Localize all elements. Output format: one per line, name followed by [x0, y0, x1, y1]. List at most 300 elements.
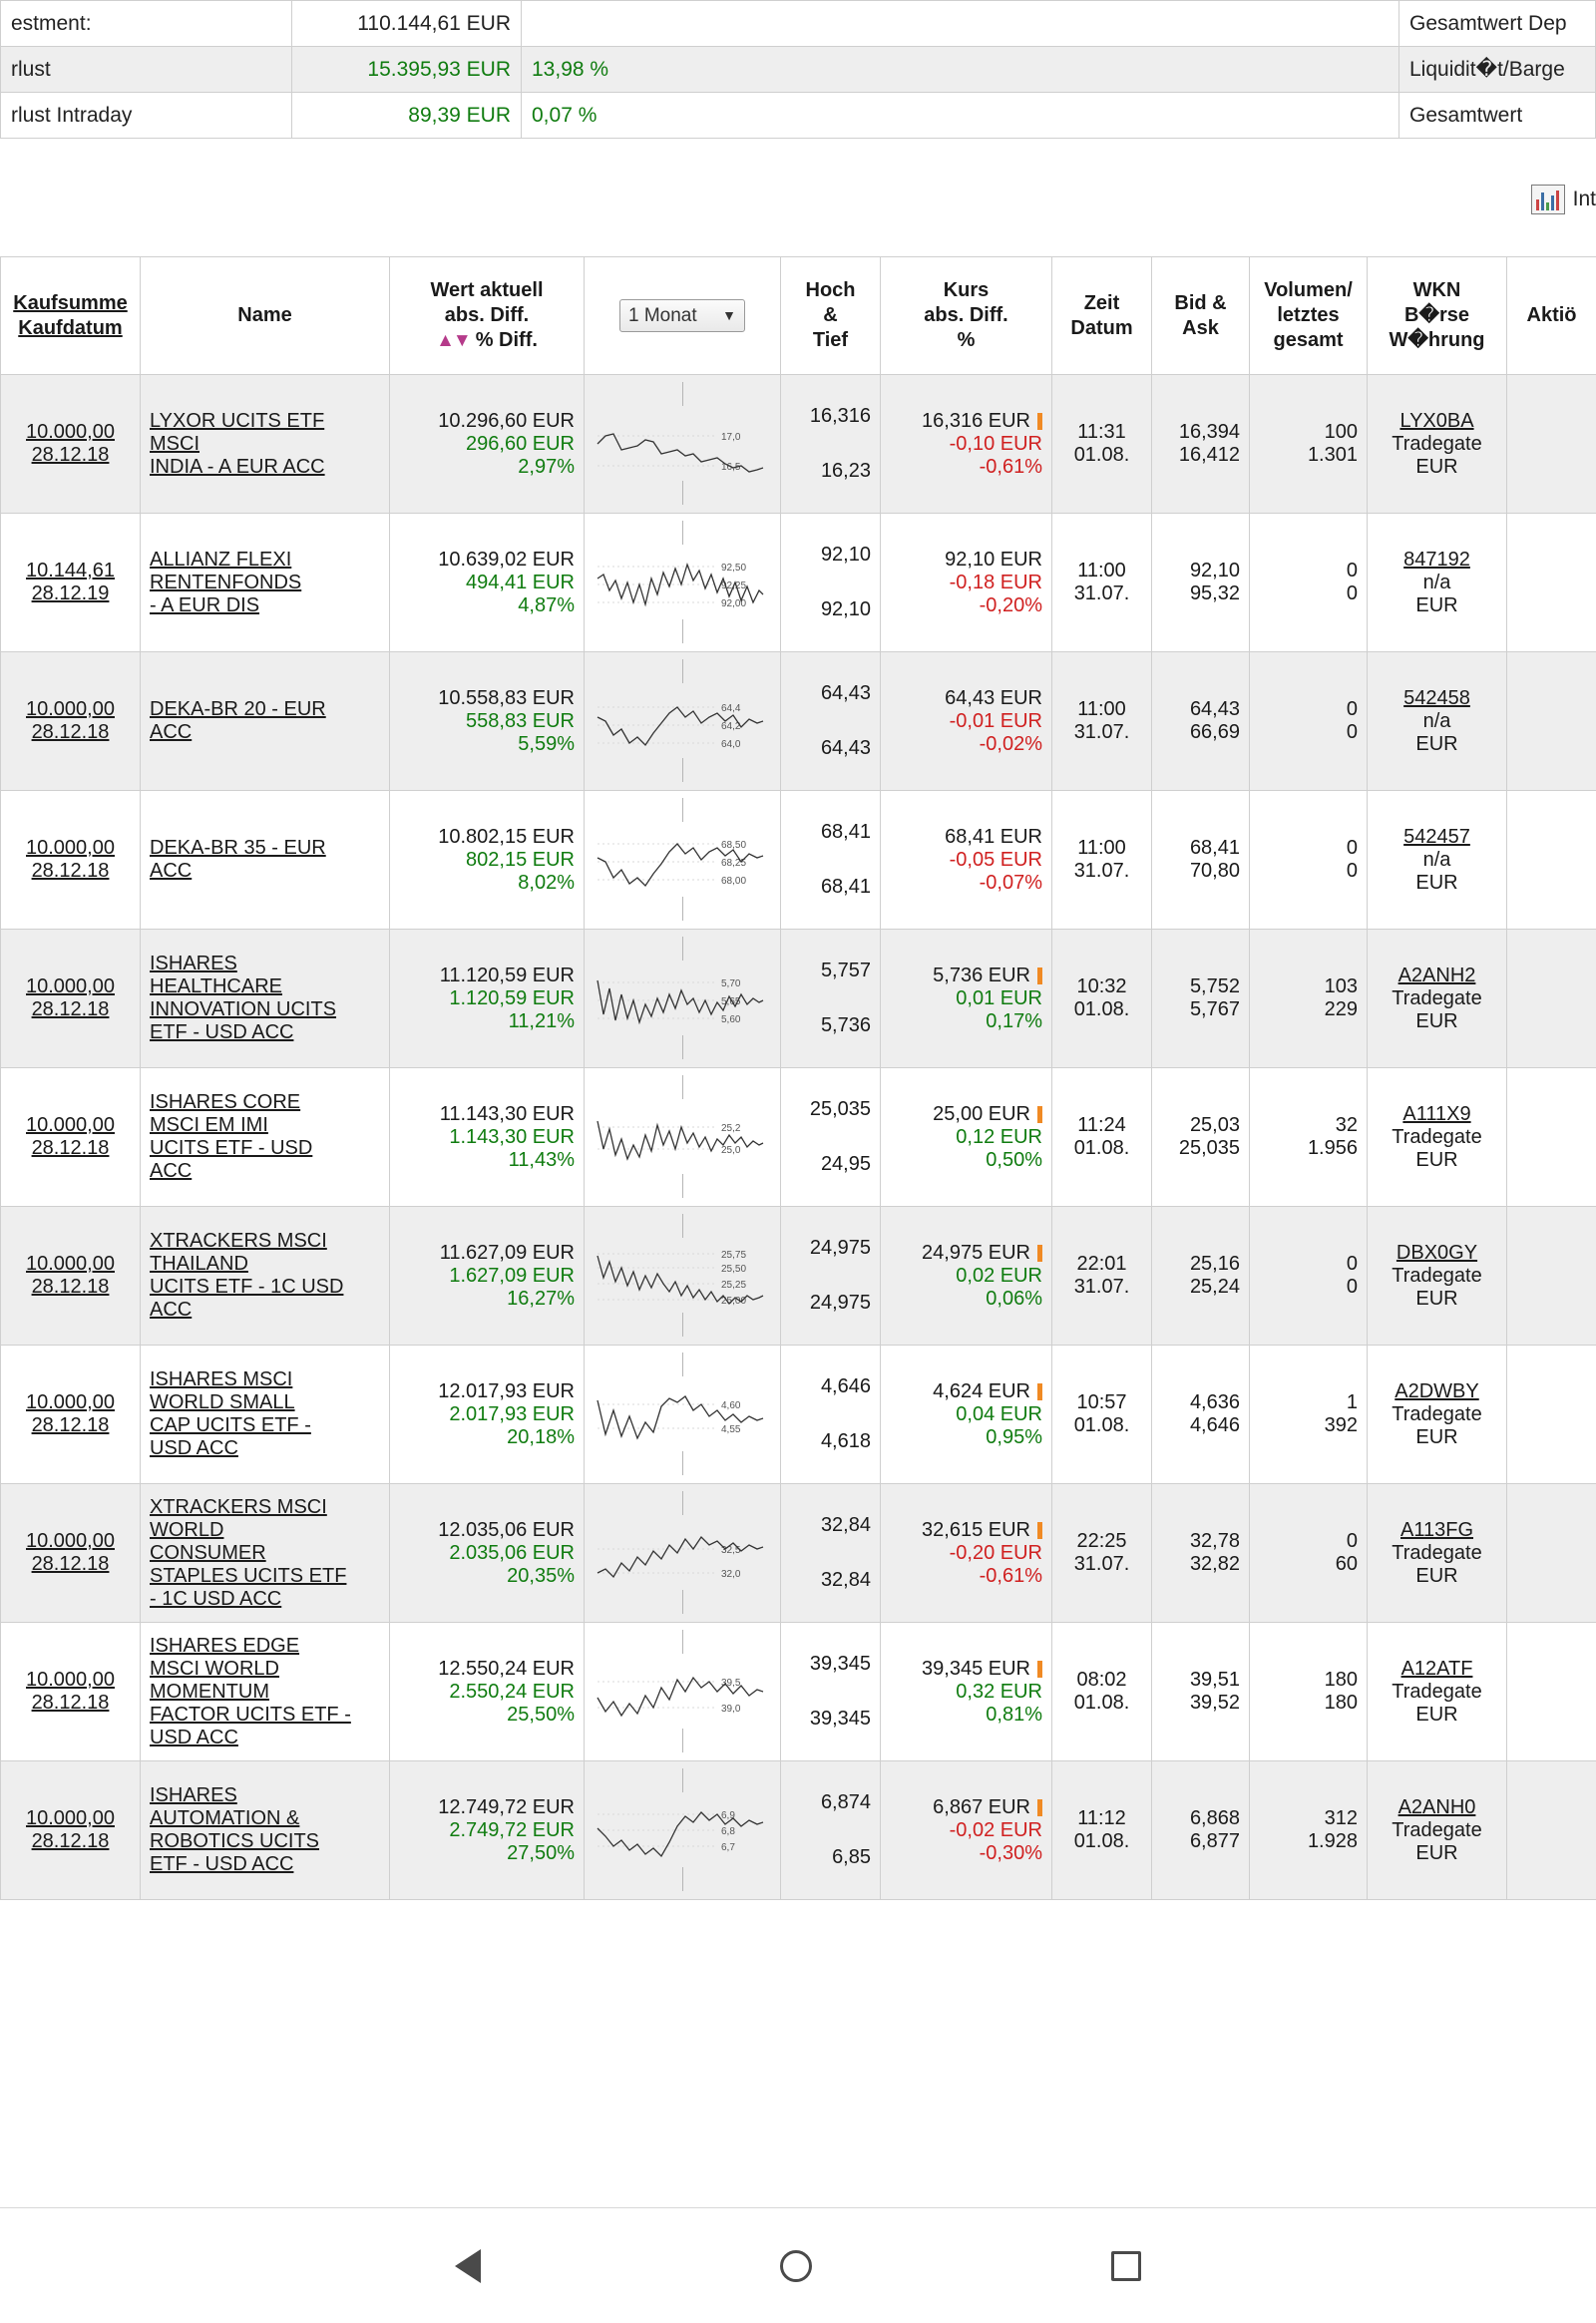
instrument-link[interactable]: USD ACC	[150, 1726, 238, 1748]
sparkline-chart[interactable]	[594, 1353, 771, 1475]
cell-hoch-tief	[781, 1207, 881, 1346]
instrument-link[interactable]: WORLD SMALL	[150, 1391, 295, 1413]
kaufdatum-value: 28.12.18	[31, 721, 110, 743]
cell-wkn[interactable]	[1368, 1484, 1507, 1623]
col-boerse-label: B�rse	[1404, 304, 1469, 326]
col-bid-ask[interactable]	[1152, 257, 1250, 375]
instrument-link[interactable]: UCITS ETF - 1C USD	[150, 1276, 344, 1298]
instrument-link[interactable]: ISHARES CORE	[150, 1091, 301, 1113]
cell-sparkline[interactable]	[585, 1761, 781, 1900]
col-wert[interactable]	[390, 257, 585, 375]
boerse-value: Tradegate	[1392, 1680, 1482, 1703]
boerse-value: Tradegate	[1392, 1402, 1482, 1425]
svg-text:68,50: 68,50	[721, 840, 747, 851]
cell-hoch-tief	[781, 930, 881, 1068]
hoch-value: 68,41	[820, 821, 871, 843]
svg-text:25,0: 25,0	[721, 1145, 741, 1156]
cell-name[interactable]	[141, 1207, 390, 1346]
datum-value: 01.08.	[1073, 1137, 1130, 1159]
cell-aktion[interactable]	[1507, 1484, 1596, 1623]
cell-hoch-tief	[781, 1623, 881, 1761]
toolbar	[0, 139, 1596, 256]
cell-name[interactable]	[141, 791, 390, 930]
cell-aktion[interactable]	[1507, 1068, 1596, 1207]
cell-hoch-tief	[781, 1761, 881, 1900]
kurs-value-wrap	[890, 1242, 1042, 1265]
summary-right-label: Liquidit�t/Barge	[1399, 47, 1596, 93]
cell-bid-ask	[1152, 930, 1250, 1068]
ask-value: 5,767	[1189, 998, 1240, 1020]
sparkline-chart[interactable]	[594, 1491, 771, 1614]
instrument-link[interactable]: WORLD	[150, 1518, 224, 1541]
zeit-value: 11:31	[1077, 421, 1126, 443]
instrument-link[interactable]: ISHARES	[150, 1784, 237, 1806]
boerse-value: Tradegate	[1392, 1125, 1482, 1148]
col-chart-period[interactable]	[585, 257, 781, 375]
bid-value: 25,03	[1189, 1114, 1240, 1136]
cell-volumen	[1250, 1761, 1368, 1900]
bid-value: 92,10	[1189, 560, 1240, 581]
table-row	[1, 1623, 1596, 1761]
abs-diff-value: 2.035,06 EUR	[449, 1541, 575, 1564]
summary-row	[1, 93, 1596, 139]
summary-row	[1, 47, 1596, 93]
col-name[interactable]	[141, 257, 390, 375]
cell-wkn[interactable]	[1368, 514, 1507, 652]
bid-value: 4,636	[1189, 1391, 1240, 1413]
datum-value: 01.08.	[1073, 444, 1130, 466]
ask-value: 4,646	[1189, 1414, 1240, 1436]
instrument-link[interactable]: FACTOR UCITS ETF -	[150, 1703, 351, 1726]
cell-kaufsumme	[1, 514, 141, 652]
svg-text:92,50: 92,50	[721, 563, 747, 574]
svg-text:17,0: 17,0	[721, 432, 741, 443]
back-icon[interactable]	[455, 2249, 481, 2283]
cell-sparkline[interactable]	[585, 1623, 781, 1761]
kaufsumme-value: 10.000,00	[26, 1669, 115, 1691]
kurs-value-wrap	[890, 1519, 1042, 1542]
svg-text:6,8: 6,8	[721, 1826, 735, 1837]
instrument-link[interactable]: XTRACKERS MSCI	[150, 1495, 327, 1518]
col-tief-label: Tief	[812, 329, 849, 351]
volumen-value: 32	[1335, 1114, 1358, 1136]
svg-text:4,55: 4,55	[721, 1424, 741, 1435]
abs-diff-value: 2.017,93 EUR	[449, 1402, 575, 1425]
boerse-value: n/a	[1422, 571, 1451, 593]
wkn-link[interactable]: A2ANH0	[1397, 1795, 1476, 1818]
cell-wert-aktuell	[390, 514, 585, 652]
instrument-link[interactable]: ACC	[150, 1160, 193, 1182]
col-bid-label: Bid &	[1174, 291, 1227, 314]
instrument-link[interactable]: ACC	[150, 721, 193, 743]
cell-aktion[interactable]	[1507, 930, 1596, 1068]
sparkline-chart[interactable]	[594, 1768, 771, 1891]
kurs-value-wrap	[890, 1103, 1042, 1126]
kurs-value: 64,43 EUR	[945, 686, 1042, 709]
instrument-link[interactable]: ACC	[150, 1299, 193, 1321]
summary-right-label: Gesamtwert Dep	[1399, 1, 1596, 47]
pct-diff-value: 25,50%	[507, 1703, 575, 1726]
cell-zeit-datum	[1052, 1068, 1152, 1207]
instrument-link[interactable]: ISHARES MSCI	[150, 1368, 293, 1390]
cell-name[interactable]	[141, 930, 390, 1068]
instrument-link[interactable]: RENTENFONDS	[150, 571, 302, 593]
kurs-value: 25,00 EUR	[933, 1102, 1030, 1125]
kaufsumme-value: 10.000,00	[26, 1530, 115, 1552]
instrument-link[interactable]: DEKA-BR 20 - EUR	[150, 698, 326, 720]
kurs-value: 16,316 EUR	[922, 409, 1030, 432]
svg-text:64,0: 64,0	[721, 739, 741, 750]
cell-wkn[interactable]	[1368, 1623, 1507, 1761]
hoch-value: 25,035	[809, 1098, 871, 1120]
cell-kurs	[881, 1346, 1052, 1484]
cell-name[interactable]	[141, 1346, 390, 1484]
col-pctdiff-wrap	[399, 328, 575, 353]
letztes-value: 180	[1324, 1692, 1358, 1714]
sparkline-chart[interactable]	[594, 1630, 771, 1752]
cell-hoch-tief	[781, 1484, 881, 1623]
intraday-label: Int	[1572, 188, 1596, 210]
wkn-link[interactable]: A2ANH2	[1397, 964, 1476, 986]
cell-wkn[interactable]	[1368, 375, 1507, 514]
instrument-link[interactable]: MOMENTUM	[150, 1680, 269, 1703]
tief-value: 6,85	[832, 1846, 871, 1868]
cell-kaufsumme	[1, 791, 141, 930]
instrument-link[interactable]: - 1C USD ACC	[150, 1587, 282, 1610]
boerse-value: Tradegate	[1392, 986, 1482, 1009]
wkn-link[interactable]: A111X9	[1402, 1102, 1471, 1125]
cell-name[interactable]	[141, 1484, 390, 1623]
zeit-value: 11:24	[1077, 1114, 1126, 1136]
abs-diff-value: 296,60 EUR	[466, 432, 575, 455]
pct-diff-value: 5,59%	[518, 732, 575, 755]
instrument-link[interactable]: MSCI WORLD	[150, 1657, 279, 1680]
tief-value: 64,43	[820, 737, 871, 759]
cell-volumen	[1250, 930, 1368, 1068]
summary-right-label: Gesamtwert	[1399, 93, 1596, 139]
cell-zeit-datum	[1052, 1484, 1152, 1623]
cell-wkn[interactable]	[1368, 930, 1507, 1068]
kaufsumme-value: 10.000,00	[26, 837, 115, 859]
svg-text:32,0: 32,0	[721, 1569, 741, 1580]
wert-value: 10.639,02 EUR	[438, 548, 575, 571]
kurs-pct-diff: 0,50%	[986, 1148, 1042, 1171]
kurs-value: 39,345 EUR	[922, 1657, 1030, 1680]
cell-name[interactable]	[141, 1068, 390, 1207]
svg-text:32,5: 32,5	[721, 1545, 741, 1556]
cell-aktion[interactable]	[1507, 514, 1596, 652]
cell-wkn[interactable]	[1368, 1068, 1507, 1207]
col-wkn[interactable]	[1368, 257, 1507, 375]
instrument-link[interactable]: DEKA-BR 35 - EUR	[150, 837, 326, 859]
tief-value: 68,41	[820, 876, 871, 898]
cell-name[interactable]	[141, 514, 390, 652]
hoch-value: 5,757	[820, 960, 871, 981]
wkn-link[interactable]: A113FG	[1400, 1518, 1473, 1541]
wkn-link[interactable]: A2DWBY	[1395, 1379, 1479, 1402]
svg-text:39,5: 39,5	[721, 1678, 741, 1689]
col-zeit-label: Zeit	[1083, 291, 1120, 314]
instrument-link[interactable]: CONSUMER	[150, 1541, 266, 1564]
cell-sparkline[interactable]	[585, 1346, 781, 1484]
home-icon[interactable]	[780, 2250, 812, 2282]
wkn-link[interactable]: 542458	[1403, 686, 1470, 709]
cell-zeit-datum	[1052, 791, 1152, 930]
cell-sparkline[interactable]	[585, 375, 781, 514]
kurs-value-wrap	[890, 410, 1042, 433]
sparkline-chart[interactable]	[594, 521, 771, 643]
sparkline-chart[interactable]	[594, 937, 771, 1059]
kurs-abs-diff: -0,05 EUR	[949, 848, 1042, 871]
chart-icon[interactable]	[1531, 185, 1565, 214]
tief-value: 92,10	[820, 598, 871, 620]
instrument-link[interactable]: LYXOR UCITS ETF	[150, 409, 325, 432]
ask-value: 25,035	[1178, 1137, 1240, 1159]
cell-zeit-datum	[1052, 375, 1152, 514]
cell-kurs	[881, 375, 1052, 514]
wkn-link[interactable]: 542457	[1403, 825, 1470, 848]
col-aktion[interactable]	[1507, 257, 1596, 375]
cell-wkn[interactable]	[1368, 652, 1507, 791]
instrument-link[interactable]: AUTOMATION &	[150, 1807, 300, 1829]
svg-text:64,4: 64,4	[721, 703, 741, 714]
svg-text:25,2: 25,2	[721, 1123, 741, 1134]
wkn-link[interactable]: A12ATF	[1400, 1657, 1473, 1680]
col-volumen[interactable]	[1250, 257, 1368, 375]
cell-sparkline[interactable]	[585, 1068, 781, 1207]
instrument-link[interactable]: ACC	[150, 860, 193, 882]
letztes-value: 0	[1346, 721, 1358, 743]
datum-value: 01.08.	[1073, 1692, 1130, 1714]
kurs-value-wrap	[890, 687, 1042, 710]
hoch-value: 92,10	[820, 544, 871, 566]
zeit-value: 11:12	[1077, 1807, 1126, 1829]
col-volumen-label: Volumen/	[1264, 279, 1353, 301]
cell-bid-ask	[1152, 1346, 1250, 1484]
kurs-value-wrap	[890, 549, 1042, 572]
col-letztes-label: letztes	[1277, 304, 1340, 326]
kaufsumme-value: 10.000,00	[26, 1391, 115, 1413]
abs-diff-value: 2.749,72 EUR	[449, 1818, 575, 1841]
hoch-value: 64,43	[820, 682, 871, 704]
waehrung-value: EUR	[1415, 871, 1458, 894]
abs-diff-value: 558,83 EUR	[466, 709, 575, 732]
sparkline-chart[interactable]	[594, 1075, 771, 1198]
kurs-pct-diff: 0,17%	[986, 1009, 1042, 1032]
cell-name[interactable]	[141, 1623, 390, 1761]
col-kurs[interactable]	[881, 257, 1052, 375]
cell-sparkline[interactable]	[585, 652, 781, 791]
tick-indicator-icon	[1037, 968, 1042, 984]
cell-name[interactable]	[141, 375, 390, 514]
instrument-link[interactable]: USD ACC	[150, 1437, 238, 1459]
col-kurs-label: Kurs	[943, 279, 990, 301]
cell-wkn[interactable]	[1368, 1761, 1507, 1900]
kaufdatum-value: 28.12.18	[31, 1553, 110, 1575]
kurs-pct-diff: 0,81%	[986, 1703, 1042, 1726]
summary-percent	[522, 1, 1399, 47]
cell-hoch-tief	[781, 652, 881, 791]
instrument-link[interactable]: - A EUR DIS	[150, 593, 260, 616]
instrument-link[interactable]: STAPLES UCITS ETF	[150, 1564, 347, 1587]
svg-text:25,00: 25,00	[721, 1296, 747, 1307]
letztes-value: 392	[1324, 1414, 1358, 1436]
cell-zeit-datum	[1052, 652, 1152, 791]
kurs-pct-diff: -0,61%	[979, 1564, 1042, 1587]
cell-wert-aktuell	[390, 1207, 585, 1346]
pct-diff-value: 4,87%	[518, 593, 575, 616]
wert-value: 12.550,24 EUR	[438, 1657, 575, 1680]
summary-percent: 13,98 %	[522, 47, 1399, 93]
boerse-value: Tradegate	[1392, 432, 1482, 455]
col-amp-label: &	[823, 304, 838, 326]
kaufdatum-value: 28.12.18	[31, 998, 110, 1020]
cell-aktion[interactable]	[1507, 652, 1596, 791]
kurs-abs-diff: -0,10 EUR	[949, 432, 1042, 455]
instrument-link[interactable]: MSCI	[150, 432, 200, 455]
cell-kaufsumme	[1, 1068, 141, 1207]
col-kaufsumme[interactable]	[1, 257, 141, 375]
instrument-link[interactable]: XTRACKERS MSCI	[150, 1230, 327, 1252]
kurs-pct-diff: -0,07%	[979, 871, 1042, 894]
wkn-link[interactable]: 847192	[1403, 548, 1470, 571]
col-hoch-tief[interactable]	[781, 257, 881, 375]
instrument-link[interactable]: ALLIANZ FLEXI	[150, 548, 292, 571]
cell-wkn[interactable]	[1368, 1207, 1507, 1346]
cell-aktion[interactable]	[1507, 1346, 1596, 1484]
cell-sparkline[interactable]	[585, 514, 781, 652]
waehrung-value: EUR	[1415, 1009, 1458, 1032]
cell-name[interactable]	[141, 652, 390, 791]
kurs-abs-diff: 0,32 EUR	[956, 1680, 1042, 1703]
kurs-value-wrap	[890, 826, 1042, 849]
sparkline-chart[interactable]	[594, 798, 771, 921]
volumen-value: 0	[1346, 1253, 1358, 1275]
cell-aktion[interactable]	[1507, 1761, 1596, 1900]
abs-diff-value: 1.143,30 EUR	[449, 1125, 575, 1148]
tief-value: 4,618	[820, 1430, 871, 1452]
kurs-value-wrap	[890, 1380, 1042, 1403]
cell-aktion[interactable]	[1507, 375, 1596, 514]
hoch-value: 39,345	[809, 1653, 871, 1675]
cell-sparkline[interactable]	[585, 930, 781, 1068]
kaufsumme-value: 10.000,00	[26, 1253, 115, 1275]
kaufsumme-value: 10.000,00	[26, 1807, 115, 1829]
kaufsumme-value: 10.000,00	[26, 975, 115, 997]
kurs-value-wrap	[890, 1796, 1042, 1819]
bid-value: 64,43	[1189, 698, 1240, 720]
pct-diff-value: 11,21%	[508, 1009, 575, 1032]
cell-kaufsumme	[1, 375, 141, 514]
abs-diff-value: 802,15 EUR	[466, 848, 575, 871]
summary-label: estment:	[1, 1, 292, 47]
col-zeit[interactable]	[1052, 257, 1152, 375]
waehrung-value: EUR	[1415, 1841, 1458, 1864]
instrument-link[interactable]: ETF - USD ACC	[150, 1021, 294, 1043]
cell-sparkline[interactable]	[585, 791, 781, 930]
sparkline-chart[interactable]	[594, 382, 771, 505]
col-wert-label: Wert aktuell	[430, 279, 544, 301]
instrument-link[interactable]: CAP UCITS ETF -	[150, 1414, 311, 1436]
sort-updown-icon[interactable]: ▲▼	[436, 329, 470, 351]
instrument-link[interactable]: ISHARES	[150, 953, 237, 974]
ask-value: 66,69	[1189, 721, 1240, 743]
wert-value: 12.749,72 EUR	[438, 1795, 575, 1818]
instrument-link[interactable]: THAILAND	[150, 1253, 248, 1275]
holdings-head	[1, 257, 1596, 375]
letztes-value: 1.928	[1307, 1830, 1358, 1852]
period-value: 1 Monat	[628, 304, 697, 326]
instrument-link[interactable]: HEALTHCARE	[150, 975, 282, 997]
instrument-link[interactable]: INNOVATION UCITS	[150, 998, 337, 1020]
col-aktion-label: Aktiö	[1526, 304, 1577, 326]
cell-sparkline[interactable]	[585, 1484, 781, 1623]
cell-aktion[interactable]	[1507, 1623, 1596, 1761]
cell-zeit-datum	[1052, 1346, 1152, 1484]
instrument-link[interactable]: ISHARES EDGE	[150, 1634, 300, 1657]
cell-aktion[interactable]	[1507, 791, 1596, 930]
svg-text:5,60: 5,60	[721, 1014, 741, 1025]
boerse-value: n/a	[1422, 709, 1451, 732]
col-kurs-absdiff-label: abs. Diff.	[924, 304, 1008, 326]
instrument-link[interactable]: UCITS ETF - USD	[150, 1137, 313, 1159]
sparkline-chart[interactable]	[594, 659, 771, 782]
kaufsumme-value: 10.000,00	[26, 421, 115, 443]
kaufdatum-value: 28.12.18	[31, 1276, 110, 1298]
cell-bid-ask	[1152, 375, 1250, 514]
zeit-value: 10:32	[1076, 975, 1127, 997]
volumen-value: 0	[1346, 1530, 1358, 1552]
datum-value: 31.07.	[1073, 582, 1130, 604]
intraday-chart-button[interactable]	[1531, 185, 1596, 214]
cell-name[interactable]	[141, 1761, 390, 1900]
ask-value: 95,32	[1189, 582, 1240, 604]
kurs-value: 92,10 EUR	[945, 548, 1042, 571]
col-name-label: Name	[237, 304, 292, 326]
instrument-link[interactable]: ETF - USD ACC	[150, 1853, 294, 1875]
cell-aktion[interactable]	[1507, 1207, 1596, 1346]
sparkline-chart[interactable]	[594, 1214, 771, 1337]
wkn-link[interactable]: LYX0BA	[1399, 409, 1474, 432]
recent-apps-icon[interactable]	[1111, 2251, 1141, 2281]
pct-diff-value: 8,02%	[518, 871, 575, 894]
summary-percent: 0,07 %	[522, 93, 1399, 139]
kurs-pct-diff: -0,30%	[979, 1841, 1042, 1864]
col-datum-label: Datum	[1070, 316, 1133, 339]
cell-zeit-datum	[1052, 514, 1152, 652]
boerse-value: Tradegate	[1392, 1541, 1482, 1564]
kurs-value: 4,624 EUR	[933, 1379, 1030, 1402]
cell-wkn[interactable]	[1368, 791, 1507, 930]
wkn-link[interactable]: DBX0GY	[1396, 1241, 1478, 1264]
period-select[interactable]	[619, 299, 745, 333]
cell-wert-aktuell	[390, 1623, 585, 1761]
cell-bid-ask	[1152, 1207, 1250, 1346]
letztes-value: 0	[1346, 860, 1358, 882]
instrument-link[interactable]: MSCI EM IMI	[150, 1114, 268, 1136]
instrument-link[interactable]: INDIA - A EUR ACC	[150, 455, 325, 478]
zeit-value: 11:00	[1077, 560, 1126, 581]
cell-volumen	[1250, 1346, 1368, 1484]
volumen-value: 312	[1324, 1807, 1358, 1829]
instrument-link[interactable]: ROBOTICS UCITS	[150, 1830, 320, 1852]
table-row	[1, 514, 1596, 652]
abs-diff-value: 2.550,24 EUR	[449, 1680, 575, 1703]
cell-sparkline[interactable]	[585, 1207, 781, 1346]
datum-value: 01.08.	[1073, 1414, 1130, 1436]
chevron-down-icon[interactable]: ▼	[722, 306, 736, 323]
cell-wkn[interactable]	[1368, 1346, 1507, 1484]
